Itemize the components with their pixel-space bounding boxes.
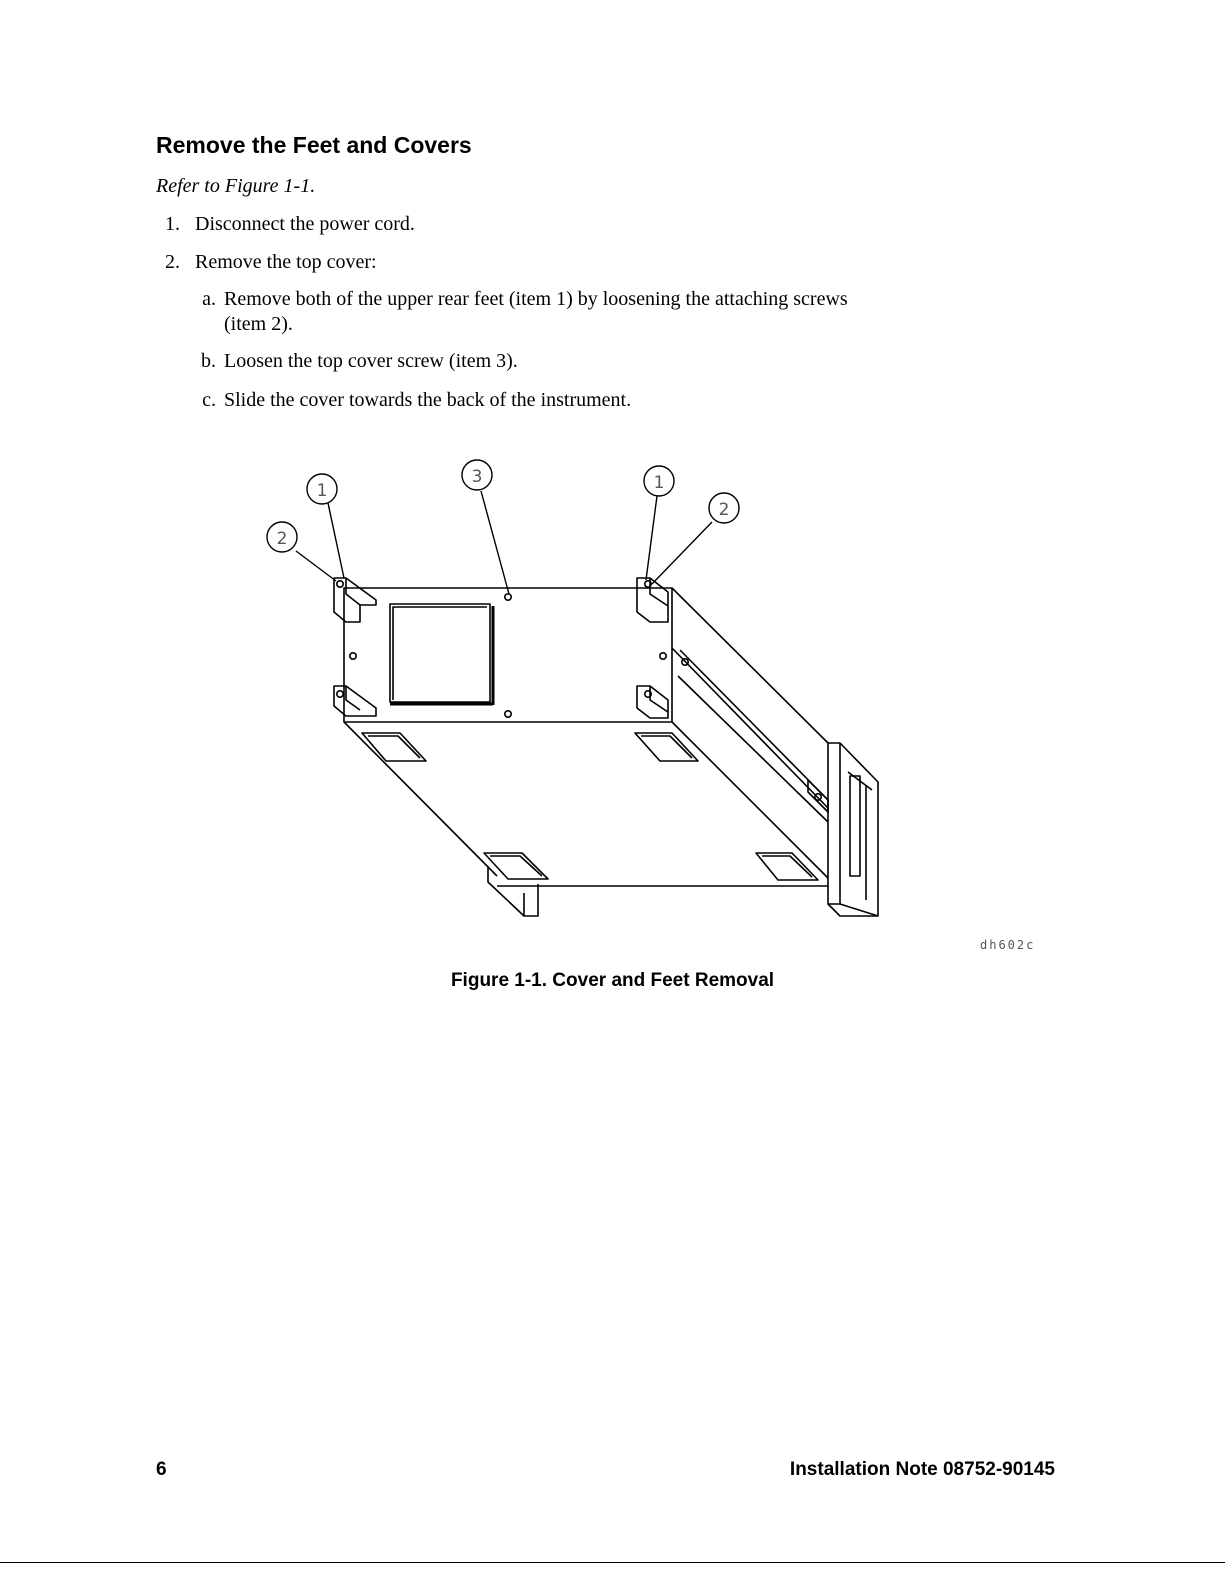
upper-right-foot	[637, 578, 668, 622]
step-number: 2.	[165, 251, 180, 273]
bottom-foot	[362, 733, 426, 761]
top-cover-screw	[505, 594, 511, 600]
callout-label: 1	[653, 473, 665, 493]
upper-left-foot	[334, 578, 376, 622]
callout-label: 3	[471, 467, 483, 487]
bottom-foot	[484, 853, 548, 879]
callout-label: 2	[718, 500, 730, 520]
figure-caption: Figure 1-1. Cover and Feet Removal	[450, 970, 775, 991]
bottom-foot	[635, 733, 698, 761]
substep-text-continued: (item 2).	[224, 313, 293, 335]
substep-letter: c.	[202, 389, 216, 411]
page-number: 6	[156, 1459, 167, 1480]
section-heading: Remove the Feet and Covers	[156, 132, 472, 158]
substep-text: Slide the cover towards the back of the instrument.	[224, 389, 632, 411]
document-title: Installation Note 08752-90145	[789, 1459, 1055, 1480]
substep-text: Remove both of the upper rear feet (item 1) by loosening the attaching screws	[224, 288, 848, 310]
bottom-foot	[756, 853, 818, 880]
callout-label: 1	[316, 481, 328, 501]
step-text: Disconnect the power cord.	[195, 213, 415, 235]
substep-letter: b.	[201, 350, 216, 372]
front-frame	[828, 743, 878, 916]
rear-panel-window	[390, 604, 490, 702]
bottom-rule	[0, 1562, 1225, 1563]
step-number: 1.	[165, 213, 180, 235]
callout-label: 2	[276, 529, 288, 549]
figure-reference: Refer to Figure 1-1.	[156, 175, 316, 197]
substep-text: Loosen the top cover screw (item 3).	[224, 350, 518, 372]
figure-code: dh602c	[980, 938, 1036, 952]
bottom-left-edge	[344, 722, 497, 876]
substep-letter: a.	[202, 288, 216, 310]
step-text: Remove the top cover:	[195, 251, 377, 273]
